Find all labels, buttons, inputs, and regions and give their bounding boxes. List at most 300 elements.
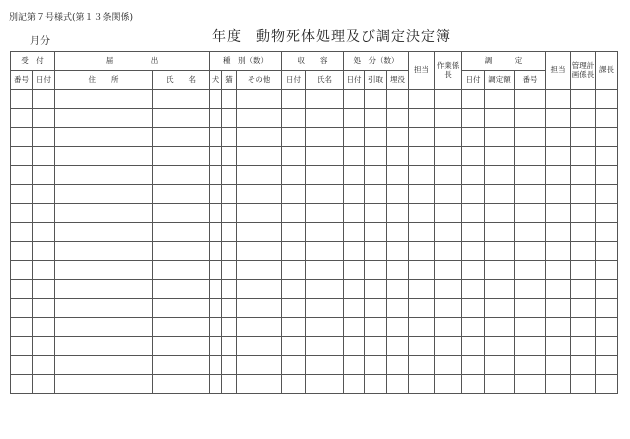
table-cell[interactable]	[210, 128, 222, 147]
table-cell[interactable]	[55, 299, 153, 318]
table-cell[interactable]	[210, 261, 222, 280]
table-cell[interactable]	[33, 261, 55, 280]
table-cell[interactable]	[409, 375, 435, 394]
table-cell[interactable]	[596, 375, 618, 394]
table-cell[interactable]	[546, 242, 571, 261]
table-cell[interactable]	[365, 128, 387, 147]
table-cell[interactable]	[210, 356, 222, 375]
table-cell[interactable]	[344, 147, 365, 166]
table-cell[interactable]	[153, 109, 210, 128]
table-cell[interactable]	[306, 109, 344, 128]
table-cell[interactable]	[222, 318, 237, 337]
table-cell[interactable]	[365, 109, 387, 128]
table-cell[interactable]	[55, 109, 153, 128]
table-cell[interactable]	[387, 242, 409, 261]
table-cell[interactable]	[485, 185, 515, 204]
table-cell[interactable]	[153, 375, 210, 394]
table-cell[interactable]	[387, 261, 409, 280]
table-cell[interactable]	[409, 147, 435, 166]
table-cell[interactable]	[462, 280, 485, 299]
table-cell[interactable]	[55, 166, 153, 185]
table-cell[interactable]	[55, 375, 153, 394]
table-cell[interactable]	[596, 147, 618, 166]
table-cell[interactable]	[365, 147, 387, 166]
table-cell[interactable]	[462, 223, 485, 242]
table-cell[interactable]	[11, 318, 33, 337]
table-cell[interactable]	[237, 147, 282, 166]
table-cell[interactable]	[365, 261, 387, 280]
table-cell[interactable]	[596, 90, 618, 109]
table-cell[interactable]	[33, 299, 55, 318]
table-cell[interactable]	[462, 261, 485, 280]
table-cell[interactable]	[546, 109, 571, 128]
table-cell[interactable]	[210, 204, 222, 223]
table-cell[interactable]	[462, 128, 485, 147]
table-cell[interactable]	[55, 356, 153, 375]
table-cell[interactable]	[210, 90, 222, 109]
table-cell[interactable]	[409, 242, 435, 261]
table-cell[interactable]	[435, 223, 462, 242]
table-cell[interactable]	[222, 147, 237, 166]
table-cell[interactable]	[409, 337, 435, 356]
table-cell[interactable]	[153, 128, 210, 147]
table-cell[interactable]	[546, 223, 571, 242]
table-cell[interactable]	[222, 128, 237, 147]
table-cell[interactable]	[515, 128, 546, 147]
table-cell[interactable]	[222, 166, 237, 185]
table-cell[interactable]	[237, 318, 282, 337]
table-cell[interactable]	[55, 185, 153, 204]
table-cell[interactable]	[210, 166, 222, 185]
table-cell[interactable]	[365, 204, 387, 223]
table-cell[interactable]	[11, 280, 33, 299]
table-cell[interactable]	[435, 185, 462, 204]
table-cell[interactable]	[237, 356, 282, 375]
table-cell[interactable]	[237, 280, 282, 299]
table-cell[interactable]	[387, 109, 409, 128]
table-cell[interactable]	[485, 223, 515, 242]
table-cell[interactable]	[55, 337, 153, 356]
table-cell[interactable]	[387, 147, 409, 166]
table-cell[interactable]	[210, 147, 222, 166]
table-cell[interactable]	[237, 185, 282, 204]
table-cell[interactable]	[306, 299, 344, 318]
table-cell[interactable]	[210, 109, 222, 128]
table-cell[interactable]	[546, 90, 571, 109]
table-cell[interactable]	[282, 185, 306, 204]
table-cell[interactable]	[237, 337, 282, 356]
table-cell[interactable]	[387, 299, 409, 318]
table-cell[interactable]	[153, 204, 210, 223]
table-cell[interactable]	[571, 337, 596, 356]
table-cell[interactable]	[222, 375, 237, 394]
table-cell[interactable]	[546, 318, 571, 337]
table-cell[interactable]	[365, 299, 387, 318]
table-cell[interactable]	[237, 242, 282, 261]
table-cell[interactable]	[485, 147, 515, 166]
table-cell[interactable]	[515, 337, 546, 356]
table-cell[interactable]	[596, 261, 618, 280]
table-cell[interactable]	[365, 242, 387, 261]
table-cell[interactable]	[596, 242, 618, 261]
table-cell[interactable]	[409, 166, 435, 185]
table-cell[interactable]	[571, 299, 596, 318]
table-cell[interactable]	[11, 90, 33, 109]
table-cell[interactable]	[282, 375, 306, 394]
table-cell[interactable]	[515, 299, 546, 318]
table-cell[interactable]	[344, 375, 365, 394]
table-cell[interactable]	[11, 337, 33, 356]
table-cell[interactable]	[571, 242, 596, 261]
table-cell[interactable]	[462, 204, 485, 223]
table-cell[interactable]	[306, 166, 344, 185]
table-cell[interactable]	[596, 185, 618, 204]
table-cell[interactable]	[344, 280, 365, 299]
table-cell[interactable]	[33, 109, 55, 128]
table-cell[interactable]	[571, 356, 596, 375]
table-cell[interactable]	[571, 90, 596, 109]
table-cell[interactable]	[222, 204, 237, 223]
table-cell[interactable]	[515, 242, 546, 261]
table-cell[interactable]	[462, 90, 485, 109]
table-cell[interactable]	[282, 147, 306, 166]
table-cell[interactable]	[344, 242, 365, 261]
table-cell[interactable]	[409, 356, 435, 375]
table-cell[interactable]	[237, 128, 282, 147]
table-cell[interactable]	[462, 299, 485, 318]
table-cell[interactable]	[33, 128, 55, 147]
table-cell[interactable]	[282, 223, 306, 242]
table-cell[interactable]	[153, 166, 210, 185]
table-cell[interactable]	[435, 90, 462, 109]
table-cell[interactable]	[409, 128, 435, 147]
table-cell[interactable]	[222, 109, 237, 128]
table-cell[interactable]	[306, 223, 344, 242]
table-cell[interactable]	[435, 166, 462, 185]
table-cell[interactable]	[387, 337, 409, 356]
table-cell[interactable]	[210, 337, 222, 356]
table-cell[interactable]	[237, 375, 282, 394]
table-cell[interactable]	[485, 109, 515, 128]
table-cell[interactable]	[387, 223, 409, 242]
table-cell[interactable]	[210, 318, 222, 337]
table-cell[interactable]	[571, 166, 596, 185]
table-cell[interactable]	[546, 185, 571, 204]
table-cell[interactable]	[55, 204, 153, 223]
table-cell[interactable]	[237, 204, 282, 223]
table-cell[interactable]	[515, 90, 546, 109]
table-cell[interactable]	[153, 242, 210, 261]
table-cell[interactable]	[409, 204, 435, 223]
table-cell[interactable]	[11, 147, 33, 166]
table-cell[interactable]	[365, 185, 387, 204]
table-cell[interactable]	[306, 375, 344, 394]
table-cell[interactable]	[596, 318, 618, 337]
table-cell[interactable]	[33, 280, 55, 299]
table-cell[interactable]	[387, 204, 409, 223]
table-cell[interactable]	[571, 147, 596, 166]
table-cell[interactable]	[365, 318, 387, 337]
table-cell[interactable]	[462, 242, 485, 261]
table-cell[interactable]	[282, 261, 306, 280]
table-cell[interactable]	[210, 299, 222, 318]
table-cell[interactable]	[237, 223, 282, 242]
table-cell[interactable]	[462, 356, 485, 375]
table-cell[interactable]	[153, 280, 210, 299]
table-cell[interactable]	[571, 280, 596, 299]
table-cell[interactable]	[11, 109, 33, 128]
table-cell[interactable]	[237, 299, 282, 318]
table-cell[interactable]	[409, 185, 435, 204]
table-cell[interactable]	[485, 375, 515, 394]
table-cell[interactable]	[409, 299, 435, 318]
table-cell[interactable]	[462, 147, 485, 166]
table-cell[interactable]	[387, 185, 409, 204]
table-cell[interactable]	[344, 337, 365, 356]
table-cell[interactable]	[546, 261, 571, 280]
table-cell[interactable]	[344, 261, 365, 280]
table-cell[interactable]	[344, 185, 365, 204]
table-cell[interactable]	[435, 356, 462, 375]
table-cell[interactable]	[153, 90, 210, 109]
table-cell[interactable]	[571, 261, 596, 280]
table-cell[interactable]	[365, 166, 387, 185]
table-cell[interactable]	[435, 318, 462, 337]
table-cell[interactable]	[365, 280, 387, 299]
table-cell[interactable]	[485, 90, 515, 109]
table-cell[interactable]	[365, 337, 387, 356]
table-cell[interactable]	[435, 261, 462, 280]
table-cell[interactable]	[546, 337, 571, 356]
table-cell[interactable]	[365, 356, 387, 375]
table-cell[interactable]	[11, 128, 33, 147]
table-cell[interactable]	[596, 223, 618, 242]
table-cell[interactable]	[306, 185, 344, 204]
table-cell[interactable]	[282, 318, 306, 337]
table-cell[interactable]	[11, 375, 33, 394]
table-cell[interactable]	[282, 280, 306, 299]
table-cell[interactable]	[435, 299, 462, 318]
table-cell[interactable]	[571, 109, 596, 128]
table-cell[interactable]	[596, 299, 618, 318]
table-cell[interactable]	[485, 318, 515, 337]
table-cell[interactable]	[344, 90, 365, 109]
table-cell[interactable]	[435, 375, 462, 394]
table-cell[interactable]	[387, 280, 409, 299]
table-cell[interactable]	[546, 375, 571, 394]
table-cell[interactable]	[55, 90, 153, 109]
table-cell[interactable]	[515, 147, 546, 166]
table-cell[interactable]	[435, 337, 462, 356]
table-cell[interactable]	[546, 299, 571, 318]
table-cell[interactable]	[222, 223, 237, 242]
table-cell[interactable]	[282, 90, 306, 109]
table-cell[interactable]	[515, 318, 546, 337]
table-cell[interactable]	[344, 204, 365, 223]
table-cell[interactable]	[571, 318, 596, 337]
table-cell[interactable]	[546, 147, 571, 166]
table-cell[interactable]	[387, 318, 409, 337]
table-cell[interactable]	[546, 356, 571, 375]
table-cell[interactable]	[462, 185, 485, 204]
table-cell[interactable]	[33, 356, 55, 375]
table-cell[interactable]	[33, 147, 55, 166]
table-cell[interactable]	[462, 109, 485, 128]
table-cell[interactable]	[485, 204, 515, 223]
table-cell[interactable]	[222, 280, 237, 299]
table-cell[interactable]	[435, 147, 462, 166]
table-cell[interactable]	[306, 318, 344, 337]
table-cell[interactable]	[210, 185, 222, 204]
table-cell[interactable]	[33, 223, 55, 242]
table-cell[interactable]	[515, 223, 546, 242]
table-cell[interactable]	[237, 166, 282, 185]
table-cell[interactable]	[282, 299, 306, 318]
table-cell[interactable]	[210, 223, 222, 242]
table-cell[interactable]	[153, 185, 210, 204]
table-cell[interactable]	[210, 242, 222, 261]
table-cell[interactable]	[282, 242, 306, 261]
table-cell[interactable]	[485, 280, 515, 299]
table-cell[interactable]	[344, 318, 365, 337]
table-cell[interactable]	[546, 128, 571, 147]
table-cell[interactable]	[409, 109, 435, 128]
table-cell[interactable]	[485, 356, 515, 375]
table-cell[interactable]	[344, 166, 365, 185]
table-cell[interactable]	[515, 280, 546, 299]
table-cell[interactable]	[55, 261, 153, 280]
table-cell[interactable]	[365, 90, 387, 109]
table-cell[interactable]	[462, 337, 485, 356]
table-cell[interactable]	[306, 147, 344, 166]
table-cell[interactable]	[11, 261, 33, 280]
table-cell[interactable]	[282, 204, 306, 223]
table-cell[interactable]	[515, 261, 546, 280]
table-cell[interactable]	[435, 280, 462, 299]
table-cell[interactable]	[11, 204, 33, 223]
table-cell[interactable]	[153, 223, 210, 242]
table-cell[interactable]	[571, 223, 596, 242]
table-cell[interactable]	[435, 128, 462, 147]
table-cell[interactable]	[282, 128, 306, 147]
table-cell[interactable]	[365, 223, 387, 242]
table-cell[interactable]	[306, 204, 344, 223]
table-cell[interactable]	[222, 90, 237, 109]
table-cell[interactable]	[282, 166, 306, 185]
table-cell[interactable]	[55, 147, 153, 166]
table-cell[interactable]	[306, 356, 344, 375]
table-cell[interactable]	[409, 261, 435, 280]
table-cell[interactable]	[344, 128, 365, 147]
table-cell[interactable]	[409, 318, 435, 337]
table-cell[interactable]	[153, 356, 210, 375]
table-cell[interactable]	[153, 261, 210, 280]
table-cell[interactable]	[11, 356, 33, 375]
table-cell[interactable]	[596, 356, 618, 375]
table-cell[interactable]	[571, 185, 596, 204]
table-cell[interactable]	[153, 337, 210, 356]
table-cell[interactable]	[596, 128, 618, 147]
table-cell[interactable]	[282, 337, 306, 356]
table-cell[interactable]	[33, 90, 55, 109]
table-cell[interactable]	[596, 280, 618, 299]
table-cell[interactable]	[515, 109, 546, 128]
table-cell[interactable]	[237, 109, 282, 128]
table-cell[interactable]	[387, 375, 409, 394]
table-cell[interactable]	[546, 204, 571, 223]
table-cell[interactable]	[306, 128, 344, 147]
table-cell[interactable]	[153, 147, 210, 166]
table-cell[interactable]	[515, 375, 546, 394]
table-cell[interactable]	[387, 128, 409, 147]
table-cell[interactable]	[33, 337, 55, 356]
table-cell[interactable]	[344, 109, 365, 128]
table-cell[interactable]	[153, 318, 210, 337]
table-cell[interactable]	[11, 299, 33, 318]
table-cell[interactable]	[55, 242, 153, 261]
table-cell[interactable]	[55, 128, 153, 147]
table-cell[interactable]	[485, 166, 515, 185]
table-cell[interactable]	[237, 261, 282, 280]
table-cell[interactable]	[596, 166, 618, 185]
table-cell[interactable]	[515, 204, 546, 223]
table-cell[interactable]	[571, 375, 596, 394]
table-cell[interactable]	[210, 375, 222, 394]
table-cell[interactable]	[387, 356, 409, 375]
table-cell[interactable]	[11, 242, 33, 261]
table-cell[interactable]	[222, 337, 237, 356]
table-cell[interactable]	[33, 166, 55, 185]
table-cell[interactable]	[365, 375, 387, 394]
table-cell[interactable]	[387, 90, 409, 109]
table-cell[interactable]	[33, 242, 55, 261]
table-cell[interactable]	[344, 299, 365, 318]
table-cell[interactable]	[55, 280, 153, 299]
table-cell[interactable]	[571, 128, 596, 147]
table-cell[interactable]	[571, 204, 596, 223]
table-cell[interactable]	[485, 242, 515, 261]
table-cell[interactable]	[306, 90, 344, 109]
table-cell[interactable]	[222, 185, 237, 204]
table-cell[interactable]	[222, 356, 237, 375]
table-cell[interactable]	[596, 109, 618, 128]
table-cell[interactable]	[33, 318, 55, 337]
table-cell[interactable]	[306, 242, 344, 261]
table-cell[interactable]	[409, 280, 435, 299]
table-cell[interactable]	[462, 318, 485, 337]
table-cell[interactable]	[11, 166, 33, 185]
table-cell[interactable]	[55, 318, 153, 337]
table-cell[interactable]	[237, 90, 282, 109]
table-cell[interactable]	[462, 375, 485, 394]
table-cell[interactable]	[11, 185, 33, 204]
table-cell[interactable]	[344, 356, 365, 375]
table-cell[interactable]	[55, 223, 153, 242]
table-cell[interactable]	[222, 261, 237, 280]
table-cell[interactable]	[222, 299, 237, 318]
table-cell[interactable]	[387, 166, 409, 185]
table-cell[interactable]	[435, 109, 462, 128]
table-cell[interactable]	[344, 223, 365, 242]
table-cell[interactable]	[596, 337, 618, 356]
table-cell[interactable]	[435, 242, 462, 261]
table-cell[interactable]	[596, 204, 618, 223]
table-cell[interactable]	[33, 375, 55, 394]
table-cell[interactable]	[485, 299, 515, 318]
table-cell[interactable]	[409, 223, 435, 242]
table-cell[interactable]	[409, 90, 435, 109]
table-cell[interactable]	[462, 166, 485, 185]
